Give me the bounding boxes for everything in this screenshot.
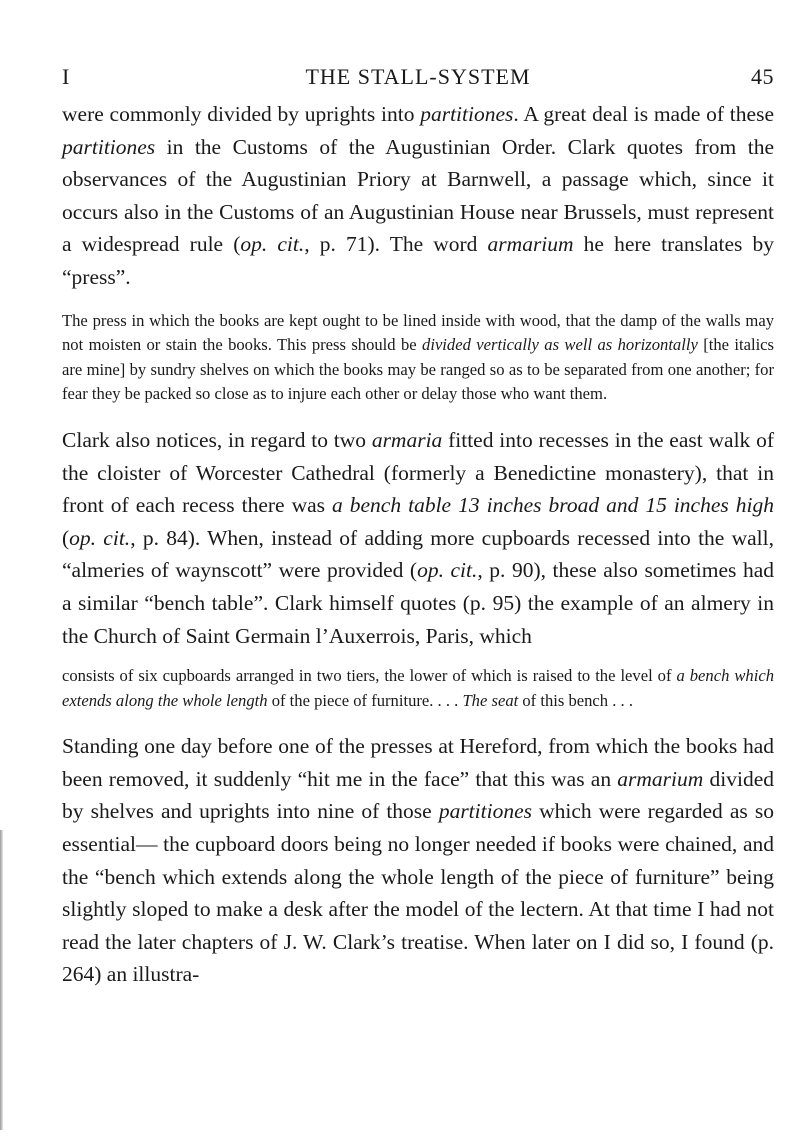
text-run: of this bench . . .: [518, 690, 633, 710]
running-head: [62, 64, 774, 94]
text-run: of the piece of furniture. . . .: [267, 690, 463, 710]
text-run: consists of six cupboards arranged in two tiers, the lower of which is raised to the level of: [62, 666, 677, 686]
text-run: Clark also notices, in regard to two: [62, 427, 372, 452]
italic-phrase: a bench table 13 inches broad and 15 inches high: [332, 493, 774, 518]
italic-term: armaria: [371, 427, 443, 452]
text-run: fitted into recesses in the east walk of the cloister of Worcester Cathedral (formerly a Benedictine monastery), that in front of each recess there was: [62, 427, 774, 518]
text-run: , p. 90), these also sometimes had a similar “bench table”. Clark himself quotes (p. 95) the example of an almery in the Church of Saint Germain l’Auxerrois, Paris, which: [62, 558, 774, 648]
block-quote-2: [62, 664, 774, 713]
text-run: , p. 71). The word: [304, 232, 488, 257]
text-run: divided by shelves and uprights into nine of those: [62, 766, 774, 824]
text-run: [the italics are mine] by sundry shelves on which the books may be ranged so as to be separated from one another; for fear they be packed so close as to injure each other or delay those who want them.: [62, 335, 775, 404]
paragraph-3: [62, 730, 774, 991]
text-run: , p. 84). When, instead of adding more cupboards recessed into the wall, “almeries of waynscott” were provided (: [62, 525, 774, 583]
chapter-number: I: [62, 64, 70, 89]
block-quote-1: [62, 309, 774, 407]
text-run: he here translates by “press”.: [62, 232, 774, 289]
italic-term: armarium: [617, 766, 704, 791]
page-edge-shadow: [0, 830, 3, 1130]
text-run: The press in which the books are kept ought to be lined inside with wood, that the damp of the walls may not moisten or stain the books. This press should be: [62, 310, 774, 355]
text-run: (: [62, 525, 70, 550]
text-run: . A great deal is made of these: [513, 102, 774, 126]
italic-term: armarium: [487, 232, 574, 257]
text-run: were commonly divided by uprights into: [62, 102, 421, 126]
italic-phrase: a bench which extends along the whole length: [62, 666, 774, 710]
italic-term: partitiones: [438, 799, 532, 824]
paragraph-1: [62, 98, 774, 294]
italic-citation: op. cit.: [417, 558, 478, 583]
text-run: Standing one day before one of the presses at Hereford, from which the books had been removed, it suddenly “hit me in the face” that this was an: [62, 734, 774, 791]
italic-citation: op. cit.: [69, 525, 131, 550]
italic-phrase: The seat: [462, 690, 519, 710]
italic-term: partitiones: [62, 134, 156, 159]
paragraph-2: [62, 424, 774, 652]
body-text: [62, 98, 774, 991]
italic-citation: op. cit.: [240, 232, 305, 257]
running-title: THE STALL-SYSTEM: [305, 64, 531, 89]
text-run: in the Customs of the Augustinian Order. Clark quotes from the observances of the Augustinian Priory at Barnwell, a passage which, since it occurs also in the Customs of an Augustinian House near Brussels, must represent a widespread rule (: [62, 134, 774, 257]
text-run: which were regarded as so essential— the cupboard doors being no longer needed if books were chained, and the “bench which extends along the whole length of the piece of furniture” being slightly sloped to make a desk after the model of the lectern. At that time I had not read the later chapters of J. W. Clark’s treatise. When later on I did so, I found (p. 264) an illustra-: [62, 799, 774, 987]
italic-term: partitiones: [420, 102, 514, 126]
italic-phrase: divided vertically as well as horizontally: [422, 335, 698, 355]
page-number: 45: [751, 64, 774, 89]
